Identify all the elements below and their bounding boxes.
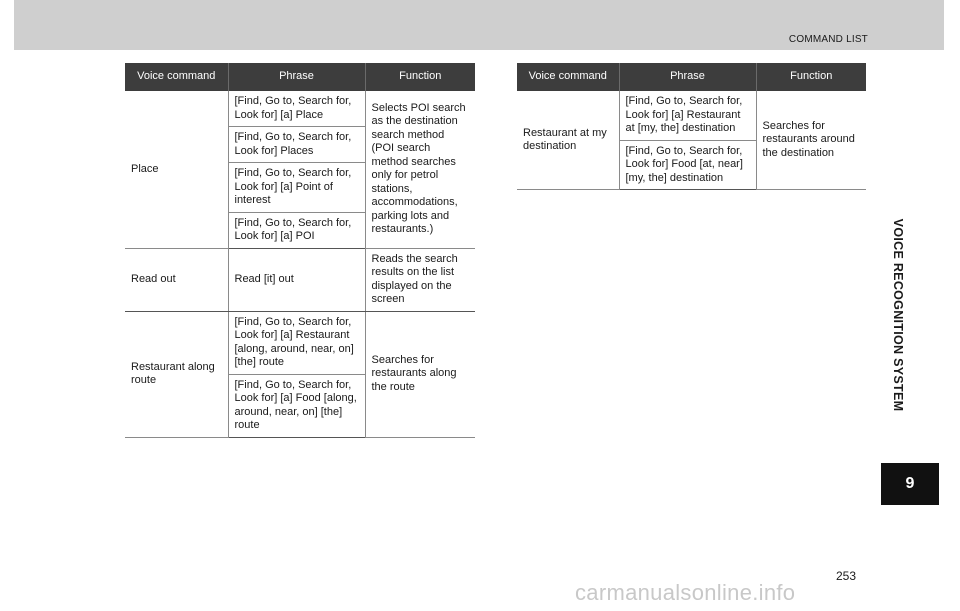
function-cell: Searches for restaurants along the route [365,311,475,437]
page-number: 253 [836,569,857,583]
voice-command-cell: Place [125,91,228,248]
header-title: COMMAND LIST [788,34,868,45]
column-header-function: Function [756,63,866,91]
function-cell: Selects POI search as the destination search method (POI search method searches only for petrol stations, accommodations, parking lots and restaurants.) [365,91,475,248]
function-cell: Reads the search results on the list displayed on the screen [365,248,475,311]
column-header-voice-command: Voice command [125,63,228,91]
phrase-cell: [Find, Go to, Search for, Look for] [a] Restaurant at [my, the] destination [619,91,756,140]
phrase-cell: [Find, Go to, Search for, Look for] [a] Restaurant [along, around, near, on] [the] route [228,311,365,374]
phrase-cell: Read [it] out [228,248,365,311]
command-table-right [517,63,866,190]
column-header-function: Function [365,63,475,91]
table-row [125,311,475,374]
phrase-cell: [Find, Go to, Search for, Look for] [a] Point of interest [228,163,365,213]
column-header-phrase: Phrase [619,63,756,91]
table-header-row [125,63,475,91]
phrase-cell: [Find, Go to, Search for, Look for] Food [at, near] [my, the] destination [619,140,756,190]
section-side-title [876,165,920,465]
phrase-cell: [Find, Go to, Search for, Look for] [a] Food [along, around, near, on] [the] route [228,374,365,437]
table-header-row [517,63,866,91]
table-row [125,248,475,311]
phrase-cell: [Find, Go to, Search for, Look for] [a] Place [228,91,365,127]
chapter-number: 9 [905,475,915,492]
section-title-text: VOICE RECOGNITION SYSTEM [891,218,905,412]
voice-command-cell: Restaurant at my destination [517,91,619,190]
voice-command-cell: Read out [125,248,228,311]
table-row [517,91,866,140]
column-header-voice-command: Voice command [517,63,619,91]
watermark: carmanualsonline.info [575,580,796,605]
voice-command-cell: Restaurant along route [125,311,228,437]
chapter-tab [881,463,939,505]
command-table-left [125,63,475,438]
function-cell: Searches for restaurants around the destination [756,91,866,190]
table-row [125,91,475,127]
phrase-cell: [Find, Go to, Search for, Look for] Places [228,127,365,163]
phrase-cell: [Find, Go to, Search for, Look for] [a] POI [228,212,365,248]
column-header-phrase: Phrase [228,63,365,91]
